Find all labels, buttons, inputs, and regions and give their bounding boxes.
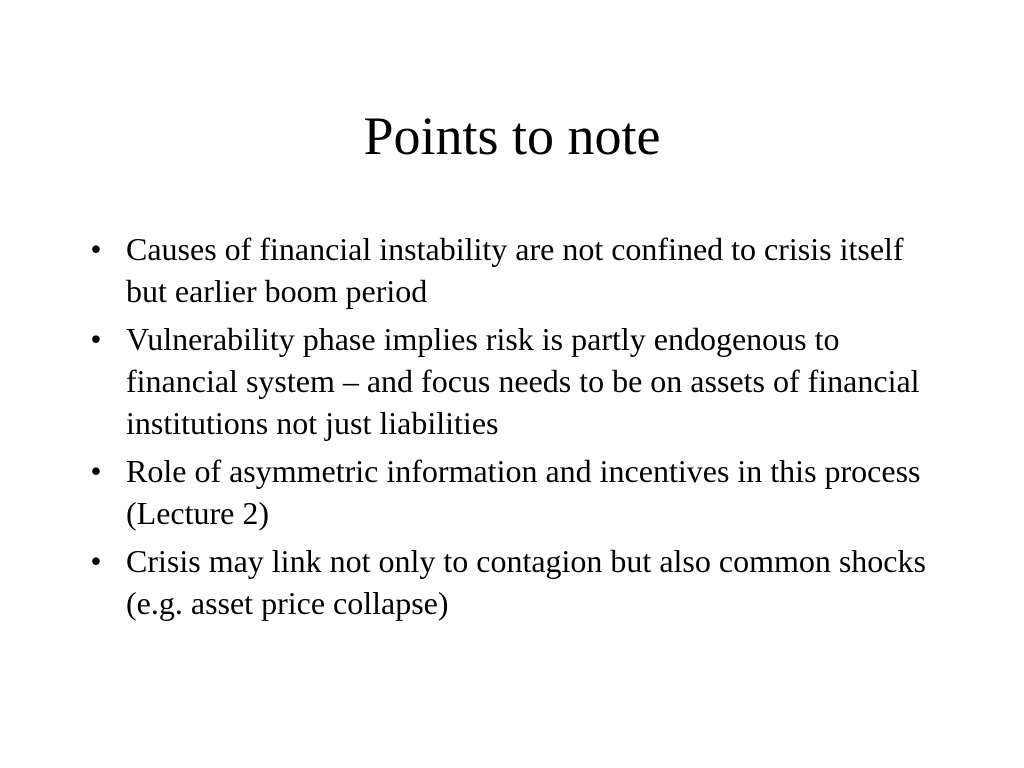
bullet-icon: • — [90, 453, 102, 489]
bullet-text: Vulnerability phase implies risk is partly endogenous to financial system – and focus needs to be on assets of financial institutions not just liabilities — [126, 321, 920, 441]
bullet-icon: • — [90, 321, 102, 357]
bullet-item — [84, 450, 934, 534]
bullet-item — [84, 540, 934, 624]
bullet-list — [84, 228, 934, 630]
bullet-text: Role of asymmetric information and incentives in this process (Lecture 2) — [126, 453, 921, 531]
bullet-item — [84, 228, 934, 312]
bullet-text: Crisis may link not only to contagion but also common shocks (e.g. asset price collapse) — [126, 543, 926, 621]
bullet-item — [84, 318, 934, 444]
slide-title: Points to note — [363, 106, 661, 166]
bullet-text: Causes of financial instability are not confined to crisis itself but earlier boom period — [126, 231, 904, 309]
bullet-icon: • — [90, 543, 102, 579]
bullet-icon: • — [90, 231, 102, 267]
